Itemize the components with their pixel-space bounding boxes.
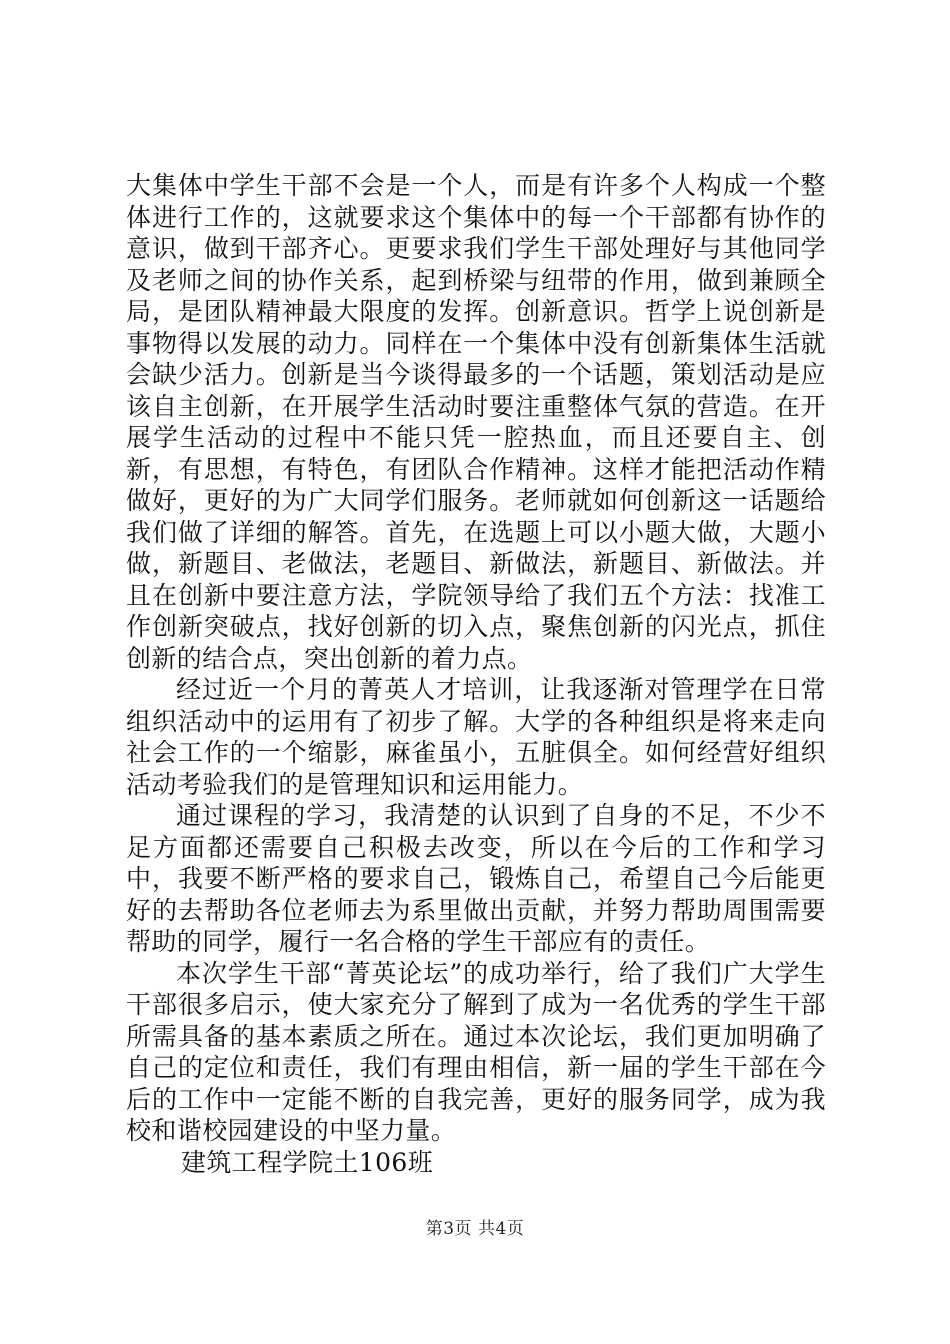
paragraph-continuation: 大集体中学生干部不会是一个人，而是有许多个人构成一个整体进行工作的，这就要求这个集体中的每一个干部都有协作的意识，做到干部齐心。更要求我们学生干部处理好与其他同学及老师之间的协作关系，起到桥梁与纽带的作用，做到兼顾全局，是团队精神最大限度的发挥。创新意识。哲学上说创新是事物得以发展的动力。同样在一个集体中没有创新集体生活就会缺少活力。创新是当今谈得最多的一个话题，策划活动是应该自主创新，在开展学生活动时要注重整体气氛的营造。在开展学生活动的过程中不能只凭一腔热血，而且还要自主、创新，有思想，有特色，有团队合作精神。这样才能把活动作精做好，更好的为广大同学们服务。老师就如何创新这一话题给我们做了详细的解答。首先，在选题上可以小题大做，大题小做，新题目、老做法，老题目、新做法，新题目、新做法。并且在创新中要注意方法，学院领导给了我们五个方法：找准工作创新突破点，找好创新的切入点，聚焦创新的闪光点，抓住创新的结合点，突出创新的着力点。 — [126, 171, 826, 673]
paragraph-course: 通过课程的学习，我清楚的认识到了自身的不足，不少不足方面都还需要自己积极去改变，所以在今后的工作和学习中，我要不断严格的要求自己，锻炼自己，希望自己今后能更好的去帮助各位老师去为系里做出贡献，并努力帮助周围需要帮助的同学，履行一名合格的学生干部应有的责任。 — [126, 801, 826, 956]
document-body — [126, 170, 826, 1178]
page-number-footer: 第3页 共4页 — [425, 1219, 525, 1239]
signature-line: 建筑工程学院土106班 — [181, 1147, 434, 1177]
paragraph-forum: 本次学生干部“菁英论坛”的成功举行，给了我们广大学生干部很多启示，使大家充分了解到了成为一名优秀的学生干部所需具备的基本素质之所在。通过本次论坛，我们更加明确了自己的定位和责任，我们有理由相信，新一届的学生干部在今后的工作中一定能不断的自我完善，更好的服务同学，成为我校和谐校园建设的中坚力量。 — [126, 958, 826, 1145]
paragraph-training: 经过近一个月的菁英人才培训，让我逐渐对管理学在日常组织活动中的运用有了初步了解。大学的各种组织是将来走向社会工作的一个缩影，麻雀虽小，五脏俱全。如何经营好组织活动考验我们的是管理知识和运用能力。 — [126, 675, 826, 799]
